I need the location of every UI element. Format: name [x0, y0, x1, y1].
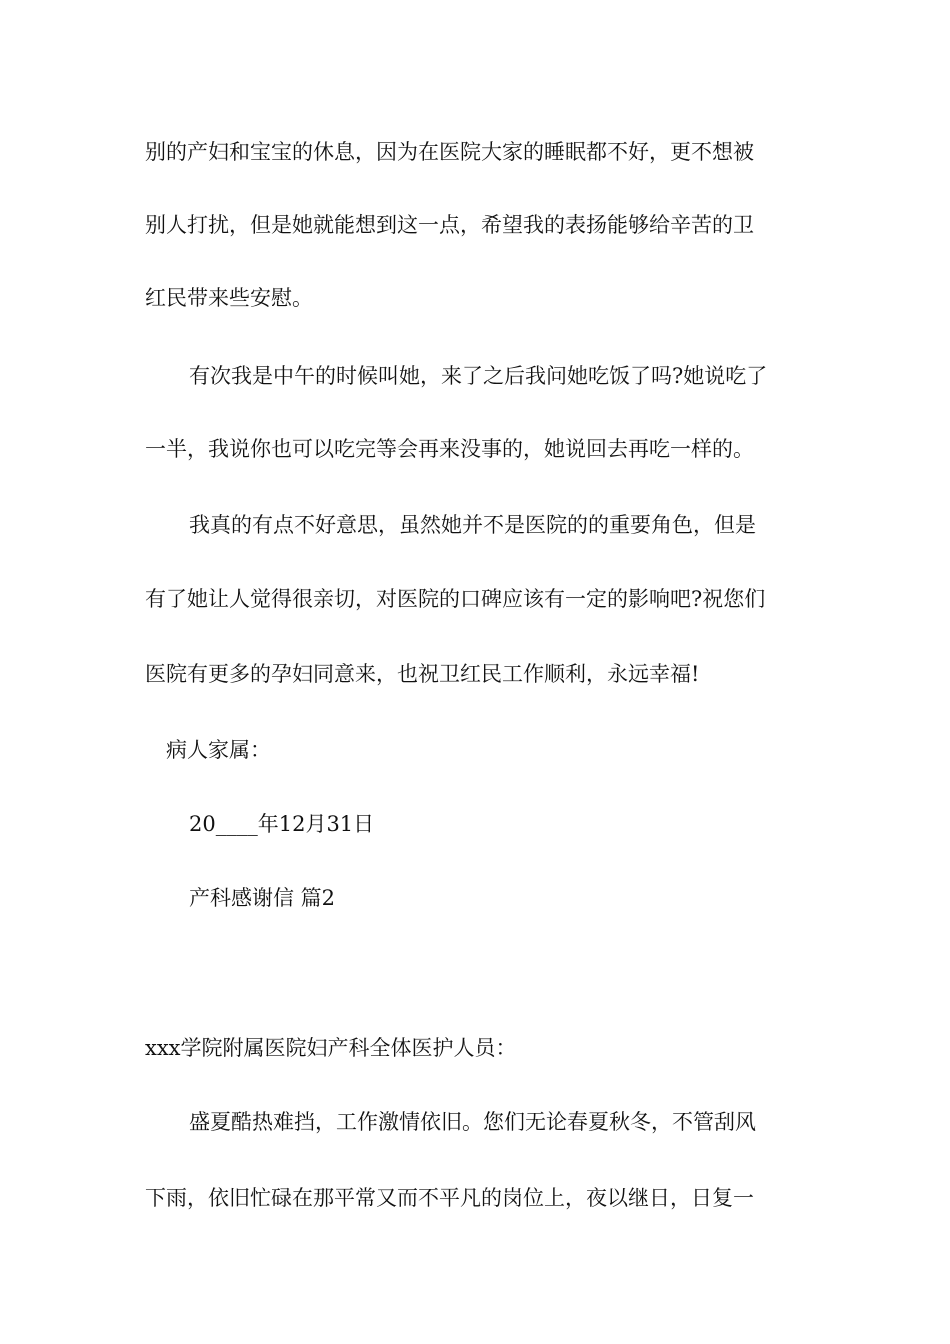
paragraph-line-3: 红民带来些安慰。 — [145, 286, 313, 310]
paragraph-line-1: 别的产妇和宝宝的休息，因为在医院大家的睡眠都不好，更不想被 — [145, 140, 754, 164]
paragraph-line-5: 一半，我说你也可以吃完等会再来没事的，她说回去再吃一样的。 — [145, 437, 754, 461]
paragraph-line-7: 有了她让人觉得很亲切，对医院的口碑应该有一定的影响吧?祝您们 — [145, 587, 766, 611]
section-heading: 产科感谢信 篇2 — [189, 886, 336, 910]
salutation: xxx学院附属医院妇产科全体医护人员： — [145, 1036, 517, 1060]
paragraph-line-2: 别人打扰，但是她就能想到这一点，希望我的表扬能够给辛苦的卫 — [145, 213, 754, 237]
paragraph-line-10: 下雨，依旧忙碌在那平常又而不平凡的岗位上，夜以继日，日复一 — [145, 1186, 754, 1210]
signature-label: 病人家属： — [166, 738, 271, 762]
paragraph-line-8: 医院有更多的孕妇同意来，也祝卫红民工作顺利，永远幸福! — [145, 662, 700, 686]
date-line: 20____年12月31日 — [189, 812, 375, 836]
paragraph-line-6: 我真的有点不好意思，虽然她并不是医院的的重要角色，但是 — [189, 513, 756, 537]
paragraph-line-4: 有次我是中午的时候叫她，来了之后我问她吃饭了吗?她说吃了 — [189, 364, 768, 388]
paragraph-line-9: 盛夏酷热难挡，工作激情依旧。您们无论春夏秋冬，不管刮风 — [189, 1110, 756, 1134]
